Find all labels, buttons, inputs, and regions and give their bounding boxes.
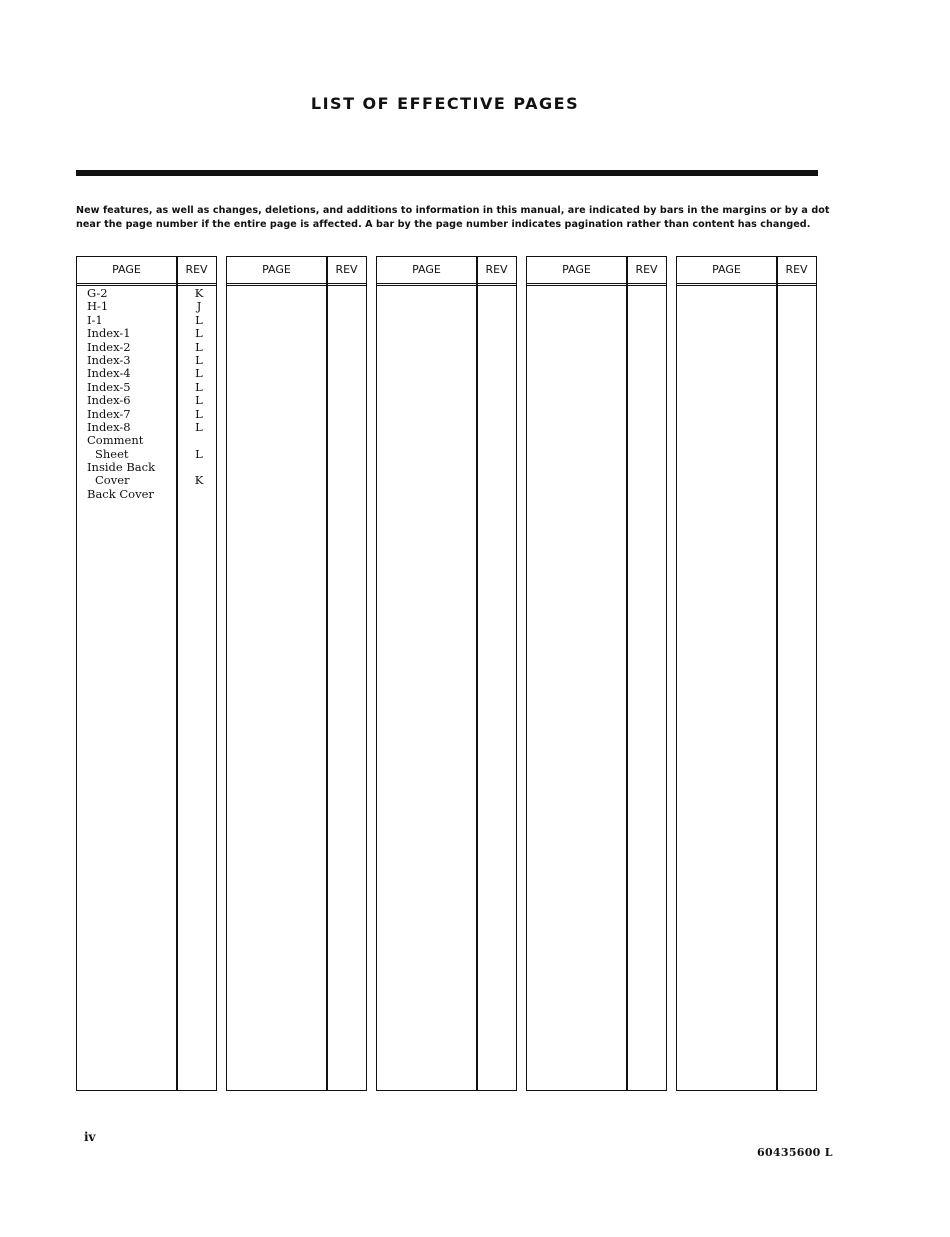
page-cell: Inside Back: [87, 460, 156, 475]
page-cell: Index-2: [87, 339, 131, 354]
effective-pages-table-5: [676, 256, 817, 1091]
table-header: [527, 257, 666, 286]
page-column-header: PAGE: [712, 263, 741, 276]
page-cell: Index-4: [87, 366, 131, 381]
title-rule: [76, 170, 818, 176]
rev-column-header: REV: [485, 263, 508, 276]
table-header: [677, 257, 816, 286]
table-row: [77, 488, 216, 501]
table-row: [77, 448, 216, 461]
intro-text: [76, 204, 830, 232]
rev-cell: L: [195, 446, 203, 461]
table-row: [77, 408, 216, 421]
table-header: [77, 257, 216, 286]
column-divider: [626, 257, 628, 1090]
effective-pages-table-4: [526, 256, 667, 1091]
table-row: [77, 327, 216, 340]
rev-cell: L: [195, 326, 203, 341]
table-row: [77, 461, 216, 474]
table-row: [77, 367, 216, 380]
page-cell: H-1: [87, 299, 109, 314]
table-header: [377, 257, 516, 286]
rev-cell: K: [194, 286, 204, 300]
rev-column-header: REV: [185, 263, 208, 276]
page-cell: Index-1: [87, 326, 131, 341]
page-title: LIST OF EFFECTIVE PAGES: [310, 94, 580, 113]
rev-column-header: REV: [335, 263, 358, 276]
effective-pages-table-2: [226, 256, 367, 1091]
column-divider: [476, 257, 478, 1090]
page-cell: I-1: [87, 312, 103, 327]
table-row: [77, 434, 216, 447]
rev-cell: L: [195, 366, 203, 381]
page-column-header: PAGE: [262, 263, 291, 276]
page-cell: Index-3: [87, 352, 131, 367]
table-row: [77, 300, 216, 313]
intro-line: near the page number if the entire page is affected. A bar by the page number indicates pagination rather than content has changed.: [76, 219, 811, 230]
rev-cell: K: [194, 473, 204, 488]
table-row: [77, 381, 216, 394]
page-cell: Index-5: [87, 379, 131, 394]
rev-cell: L: [195, 312, 203, 327]
rev-cell: L: [195, 419, 203, 434]
page-cell: Comment: [87, 433, 144, 448]
table-row: [77, 314, 216, 327]
page-column-header: PAGE: [412, 263, 441, 276]
page-column-header: PAGE: [112, 263, 141, 276]
effective-pages-table-3: [376, 256, 517, 1091]
document-number: 60435600 L: [757, 1146, 833, 1159]
table-row: [77, 287, 216, 300]
table-row: [77, 354, 216, 367]
intro-line: New features, as well as changes, deletions, and additions to information in this manual, are indicated by bars in the margins or by a dot: [76, 205, 830, 216]
page-cell: Index-8: [87, 419, 131, 434]
rev-cell: L: [195, 379, 203, 394]
page-cell: Cover: [95, 473, 130, 488]
page-folio: iv: [84, 1130, 96, 1144]
table-body: [77, 287, 216, 501]
rev-column-header: REV: [635, 263, 658, 276]
rev-cell: L: [195, 352, 203, 367]
column-divider: [326, 257, 328, 1090]
rev-cell: L: [195, 406, 203, 421]
table-header: [227, 257, 366, 286]
rev-cell: L: [195, 339, 203, 354]
table-row: [77, 341, 216, 354]
table-row: [77, 394, 216, 407]
page-cell: Index-6: [87, 393, 131, 408]
effective-pages-table-1: [76, 256, 217, 1091]
rev-cell: J: [196, 299, 202, 314]
page-column-header: PAGE: [562, 263, 591, 276]
page-cell: G-2: [87, 286, 108, 300]
page-cell: Back Cover: [87, 486, 154, 501]
rev-column-header: REV: [785, 263, 808, 276]
page-cell: Sheet: [95, 446, 129, 461]
page-cell: Index-7: [87, 406, 131, 421]
column-divider: [776, 257, 778, 1090]
rev-cell: L: [195, 393, 203, 408]
table-row: [77, 421, 216, 434]
table-row: [77, 474, 216, 487]
